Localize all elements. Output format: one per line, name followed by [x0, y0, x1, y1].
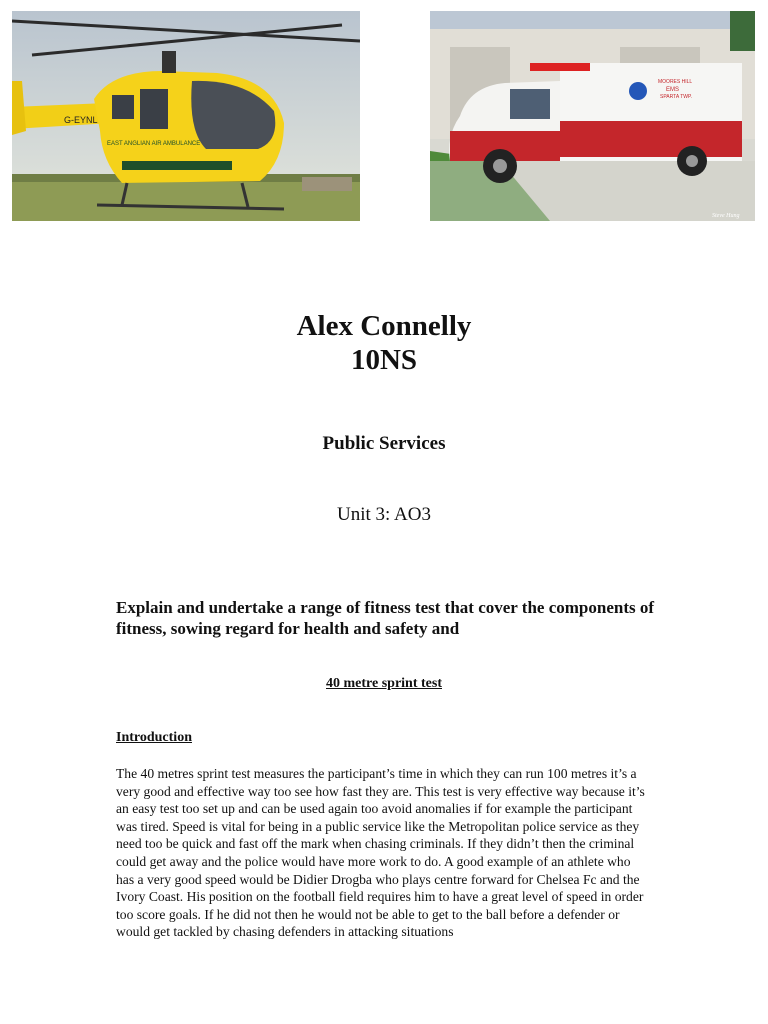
- photo-credit: Steve Hung: [712, 213, 740, 219]
- class-code: 10NS: [350, 344, 418, 376]
- helicopter-livery: EAST ANGLIAN AIR AMBULANCE: [107, 141, 201, 147]
- introduction-heading: Introduction: [116, 730, 192, 745]
- air-ambulance-helicopter-photo: [12, 11, 360, 221]
- ambulance-livery-line1: MOORES HILL: [658, 79, 693, 85]
- introduction-paragraph: The 40 metres sprint test measures the participant’s time in which they can run 100 metres it’s a very good and effective way too see how fast they are. This test is very effective way because it’s an easy test too set up and can be used again too avoid anomalies if for example the participant was tired. Speed is vital for being in a public service like the Metropolitan police service as they need too be quick and fast off the mark when chasing criminals. If they didn’t then the criminal could get away and the police would have more work to do. A good example of an athlete who has a very good speed would be Didier Drogba who plays centre forward for Chelsea Fc and the Ivory Coast. His position on the football field requires him to have a great level of speed in order too score goals. If he did not then he would not be able to get to the ball before a defender or would get tackled by chasing defenders in attacking situations: [116, 766, 645, 940]
- test-heading: 40 metre sprint test: [326, 676, 442, 691]
- task-description: Explain and undertake a range of fitness test that cover the components of fitness, sowing regard for health and safety and: [116, 598, 655, 638]
- unit-label: Unit 3: AO3: [337, 504, 431, 525]
- student-name: Alex Connelly: [296, 310, 472, 342]
- ambulance-livery-line2: EMS: [666, 87, 680, 93]
- helicopter-registration: G-EYNL: [64, 115, 98, 125]
- ambulance-livery-line3: SPARTA TWP.: [660, 94, 693, 100]
- subject-title: Public Services: [322, 433, 446, 454]
- ems-ambulance-photo: [430, 11, 755, 221]
